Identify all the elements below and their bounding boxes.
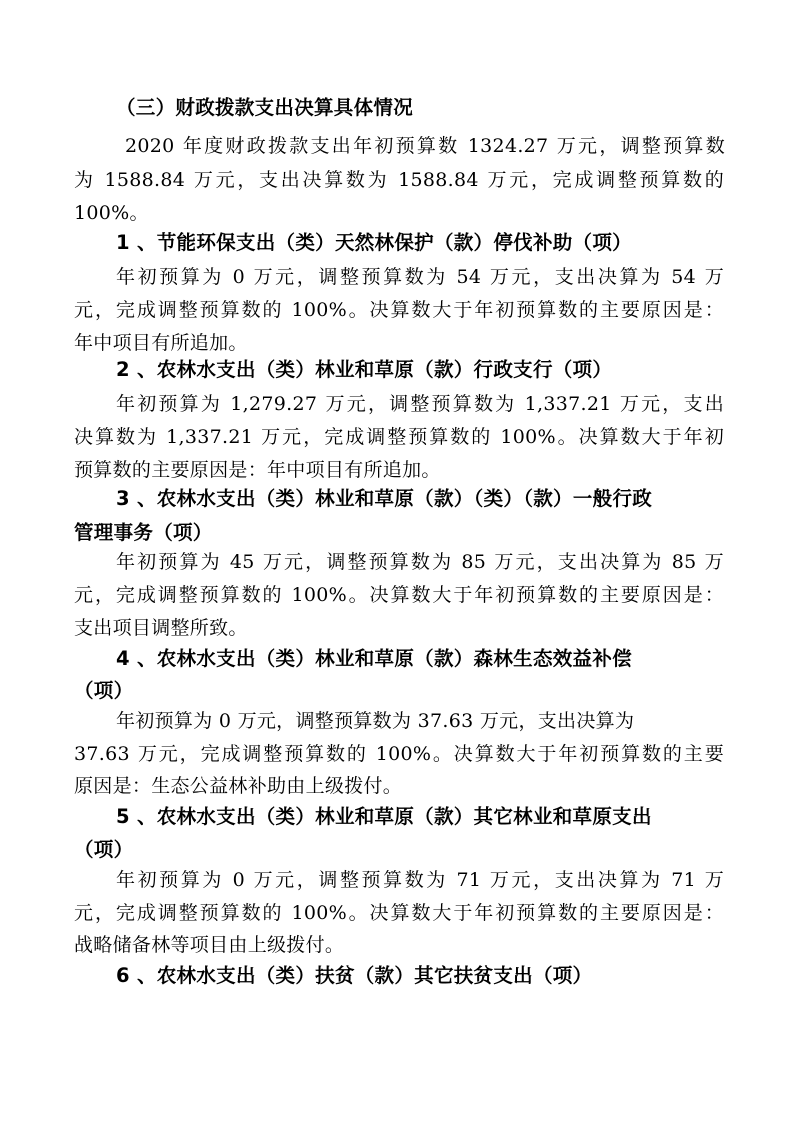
item-body-line: 年初预算为 0 万元，调整预算数为 37.63 万元，支出决算为 [116,710,635,732]
item-body-line: 元，完成调整预算数的 100%。决算数大于年初预算数的主要原因是： [74,299,724,321]
item-body-line: 元，完成调整预算数的 100%。决算数大于年初预算数的主要原因是： [74,902,724,924]
intro-line: 100%。 [74,202,149,224]
item-body-line: 年初预算为 1,279.27 万元，调整预算数为 1,337.21 万元，支出 [116,393,724,415]
item-heading: 6 、农林水支出（类）扶贫（款）其它扶贫支出（项） [116,964,593,987]
item-heading: 管理事务（项） [74,521,213,544]
intro-line: 为 1588.84 万元，支出决算数为 1588.84 万元，完成调整预算数的 [74,169,724,191]
item-heading: （项） [74,838,134,861]
item-body-line: 原因是：生态公益林补助由上级拨付。 [74,775,403,797]
item-body-line: 支出项目调整所致。 [74,617,248,639]
item-heading: （项） [74,679,134,702]
item-heading: 2 、农林水支出（类）林业和草原（款）行政支行（项） [116,358,613,381]
section-title: （三）财政拨款支出决算具体情况 [116,96,414,119]
item-body-line: 决算数为 1,337.21 万元，完成调整预算数的 100%。决算数大于年初 [74,426,724,448]
item-body-line: 37.63 万元，完成调整预算数的 100%。决算数大于年初预算数的主要 [74,743,724,765]
item-heading: 4 、农林水支出（类）林业和草原（款）森林生态效益补偿 [116,647,632,670]
item-body-line: 年初预算为 0 万元，调整预算数为 54 万元，支出决算为 54 万 [116,266,724,288]
item-body-line: 年中项目有所追加。 [74,332,248,354]
item-body-line: 年初预算为 45 万元，调整预算数为 85 万元，支出决算为 85 万 [116,551,724,573]
item-body-line: 预算数的主要原因是：年中项目有所追加。 [74,459,441,481]
intro-line: 2020 年度财政拨款支出年初预算数 1324.27 万元，调整预算数 [125,135,725,157]
item-heading: 5 、农林水支出（类）林业和草原（款）其它林业和草原支出 [116,805,652,828]
item-heading: 3 、农林水支出（类）林业和草原（款）（类）（款）一般行政 [116,487,653,510]
item-body-line: 年初预算为 0 万元，调整预算数为 71 万元，支出决算为 71 万 [116,869,724,891]
item-heading: 1 、节能环保支出（类）天然林保护（款）停伐补助（项） [116,231,632,254]
item-body-line: 元，完成调整预算数的 100%。决算数大于年初预算数的主要原因是： [74,584,724,606]
item-body-line: 战略储备林等项目由上级拨付。 [74,934,345,956]
